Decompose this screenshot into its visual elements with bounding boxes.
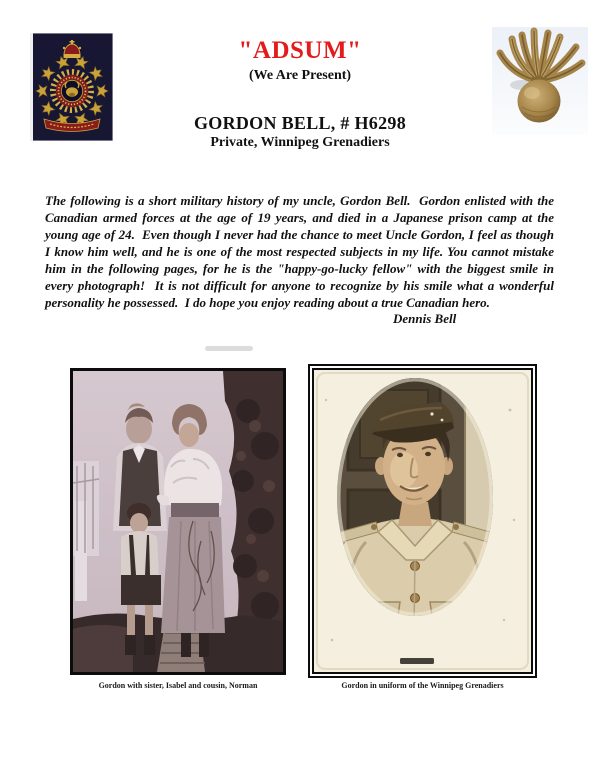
portrait-photo <box>308 364 537 678</box>
portrait-photo-mat <box>312 368 533 674</box>
flaming-grenade-badge-image <box>492 27 588 135</box>
scan-artifact <box>205 346 253 351</box>
family-photo-image <box>73 371 283 672</box>
family-photo-caption: Gordon with sister, Isabel and cousin, Norman <box>98 681 258 690</box>
soldier-name-heading: GORDON BELL, # H6298 <box>193 113 407 133</box>
flaming-grenade-badge-icon <box>492 27 588 135</box>
intro-paragraph: The following is a short military history of my uncle, Gordon Bell. Gordon enlisted with the Canadian armed forces at the age of 19 years, and died in a Japanese prison camp at the young age of 24. Even though I never had the chance to meet Uncle Gordon, I feel as though I know him well, and he is one of the most respected subjects in my life. You cannot mistake him in the following pages, for he is the "happy-go-lucky fellow" with the biggest smile in every photograph! It is not difficult for anyone to recognize by his smile what a wonderful personality he possessed. I do hope you enjoy reading about a true Canadian hero. <box>45 193 558 310</box>
page-title: "ADSUM" <box>238 37 362 64</box>
page-subtitle: (We Are Present) <box>248 68 352 83</box>
signature: Dennis Bell <box>393 311 457 326</box>
soldier-rank-heading: Private, Winnipeg Grenadiers <box>210 135 390 150</box>
portrait-photo-caption: Gordon in uniform of the Winnipeg Grenadiers <box>341 681 504 690</box>
family-photo <box>70 368 286 675</box>
portrait-photo-image <box>314 370 531 672</box>
